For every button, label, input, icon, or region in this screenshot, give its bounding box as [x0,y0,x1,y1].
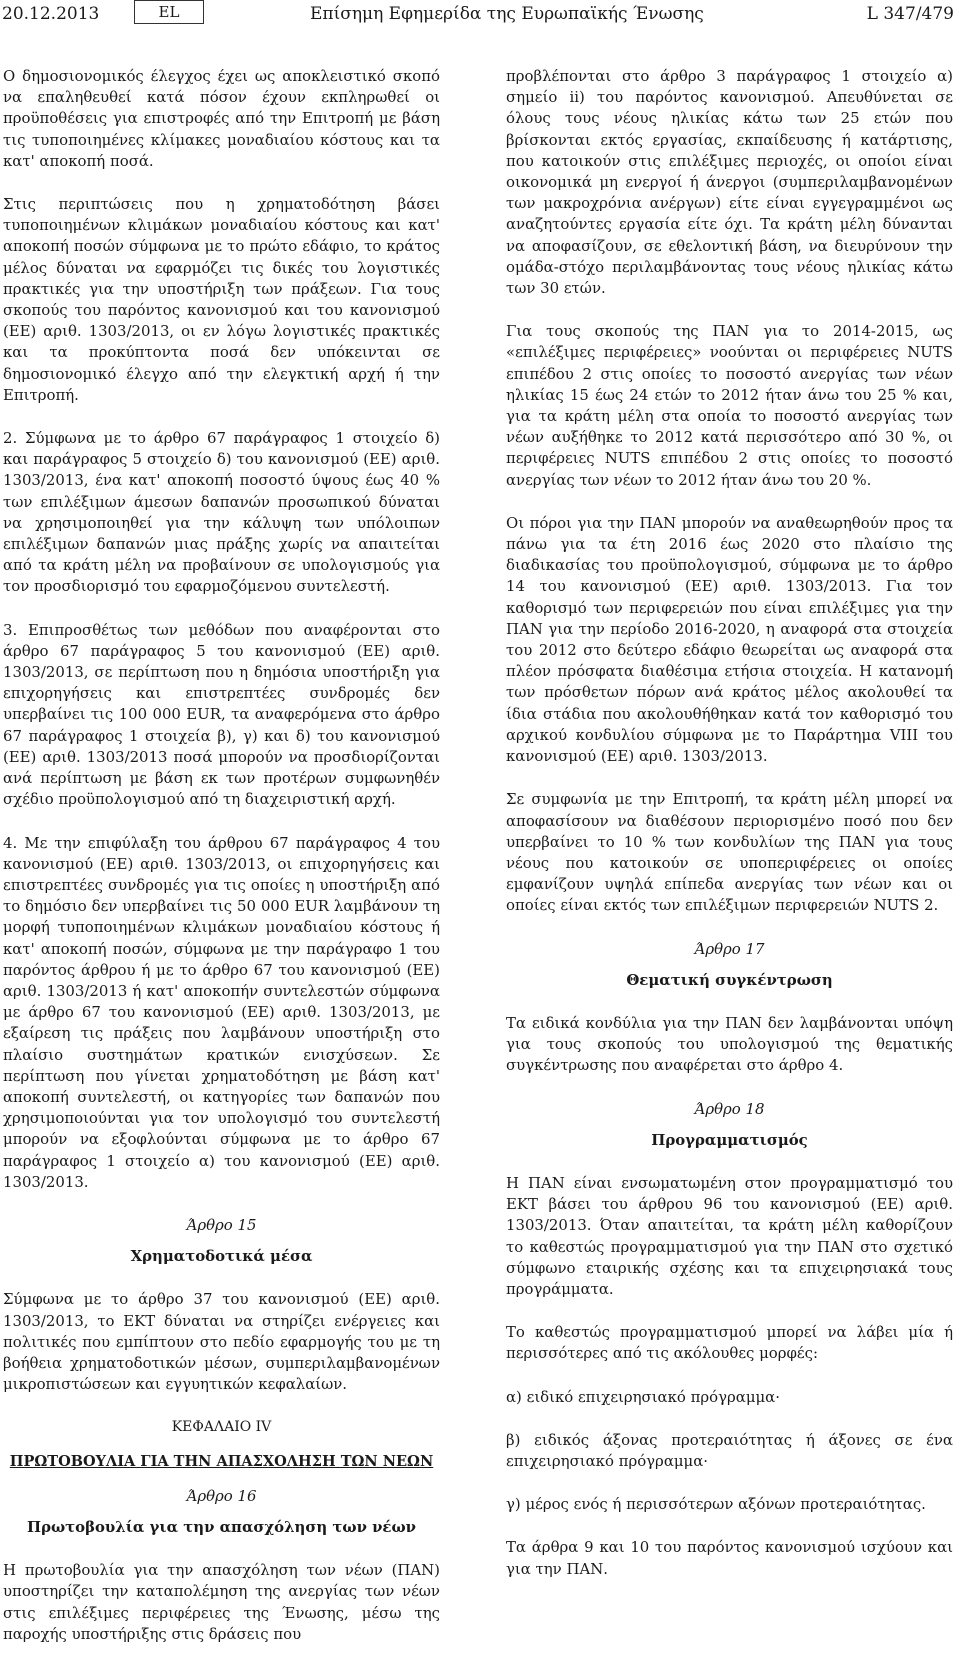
language-code-box: EL [134,0,204,24]
publication-date: 20.12.2013 [2,4,100,24]
chapter-title: ΠΡΩΤΟΒΟΥΛΙΑ ΓΙΑ ΤΗΝ ΑΠΑΣΧΟΛΗΣΗ ΤΩΝ ΝΕΩΝ [9,1452,434,1470]
paragraph: Τα ειδικά κονδύλια για την ΠΑΝ δεν λαμβάνονται υπόψη για τους σκοπούς του υπολογισμού της θεματικής συγκέντρωσης που αναφέρεται στο άρθρο 4. [506,1013,953,1075]
paragraph: 2. Σύμφωνα με το άρθρο 67 παράγραφος 1 στοιχείο δ) και παράγραφος 5 στοιχείο δ) του κανονισμού (ΕΕ) αριθ. 1303/2013, ένα κατ' αποκοπή ποσοστό ύψους έως 40 % των επιλέξιμων άμεσων δαπανών προσωπικού δύναται να χρησιμοποιηθεί για την κάλυψη των υπόλοιπων επιλέξιμων δαπανών μιας πράξης χωρίς να απαιτείται από τα κράτη μέλη να προβαίνουν σε υπολογισμούς για τον προσδιορισμό του εφαρμοζόμενου συντελεστή. [3,429,440,596]
article-17-number: Άρθρο 17 [694,939,765,958]
list-item: β) ειδικός άξονας προτεραιότητας ή άξονες σε ένα επιχειρησιακό πρόγραμμα· [506,1430,953,1470]
paragraph: Το καθεστώς προγραμματισμού μπορεί να λάβει μία ή περισσότερες από τις ακόλουθες μορφές: [506,1323,953,1363]
paragraph: Οι πόροι για την ΠΑΝ μπορούν να αναθεωρηθούν προς τα πάνω για τα έτη 2016 έως 2020 στο πλαίσιο της διαδικασίας του προϋπολογισμού, σύμφωνα με το άρθρο 14 του κανονισμού (ΕΕ) αριθ. 1303/2013. Για τον καθορισμό των περιφερειών που είναι επιλέξιμες για την ΠΑΝ για την περίοδο 2016-2020, η αναφορά στα στοιχεία του 2012 στο δεύτερο εδάφιο θεωρείται ως αναφορά στα πλέον πρόσφατα διαθέσιμα ετήσια στοιχεία. Η κατανομή των πρόσθετων πόρων ανά κράτος μέλος ακολουθεί τα ίδια στάδια που ακολουθήθηκαν κατά τον καθορισμό του αρχικού κονδυλίου σύμφωνα με το Παράρτημα VIII του κανονισμού (ΕΕ) αριθ. 1303/2013. [506,513,953,766]
article-15-title: Χρηματοδοτικά μέσα [130,1247,313,1266]
article-18-number: Άρθρο 18 [694,1099,765,1118]
paragraph: προβλέπονται στο άρθρο 3 παράγραφος 1 στοιχείο α) σημείο ii) του παρόντος κανονισμού. Απευθύνεται σε όλους τους νέους ηλικίας κάτω των 25 ετών που βρίσκονται εκτός εργασίας, εκπαίδευσης ή κατάρτισης, που κατοικούν στις επιλέξιμες περιοχές, οι οποίοι είναι οικονομικά μη ενεργοί ή άνεργοι (συμπεριλαμβανομένων των μακροχρόνια ανέργων) είτε είναι εγγεγραμμένοι ως αναζητούντες εργασία είτε όχι. Τα κράτη μέλη δύνανται να αποφασίζουν, σε εθελοντική βάση, να διευρύνουν την ομάδα-στόχο περιλαμβάνοντας τους νέους ηλικίας κάτω των 30 ετών. [506,67,953,298]
article-17-title: Θεματική συγκέντρωση [626,970,833,989]
list-item: α) ειδικό επιχειρησιακό πρόγραμμα· [506,1387,780,1406]
paragraph: Η πρωτοβουλία για την απασχόληση των νέων (ΠΑΝ) υποστηρίζει την καταπολέμηση της ανεργίας των νέων στις επιλέξιμες περιφέρειες της Ένωσης, μέσω της παροχής υποστήριξης στις δράσεις που [3,1561,440,1643]
page-header [0,0,960,34]
article-16-title: Πρωτοβουλία για την απασχόληση των νέων [27,1517,416,1536]
paragraph: Για τους σκοπούς της ΠΑΝ για το 2014-2015, ως «επιλέξιμες περιφέρειες» νοούνται οι περιφέρειες NUTS επιπέδου 2 στις οποίες το ποσοστό ανεργίας των νέων ηλικίας 15 έως 24 ετών το 2012 ήταν άνω του 25 % και, για τα κράτη μέλη στα οποία το ποσοστό ανεργίας των νέων αυξήθηκε το 2012 κατά περισσότερο από 30 %, οι περιφέρειες NUTS επιπέδου 2 στις οποίες το ποσοστό ανεργίας των νέων το 2012 ήταν άνω του 20 %. [506,322,953,489]
paragraph: Ο δημοσιονομικός έλεγχος έχει ως αποκλειστικό σκοπό να επαληθευθεί κατά πόσον έχουν εκπληρωθεί οι προϋποθέσεις για επιστροφές από την Επιτροπή με βάση τις τυποποιημένες κλίμακες μοναδιαίου κόστους και τα κατ' αποκοπή ποσά. [3,67,440,170]
journal-title: Επίσημη Εφημερίδα της Ευρωπαϊκής Ένωσης [310,4,704,24]
right-column [506,66,953,1602]
paragraph: Η ΠΑΝ είναι ενσωματωμένη στον προγραμματισμό του ΕΚΤ βάσει του άρθρου 96 του κανονισμού (ΕΕ) αριθ. 1303/2013. Όταν απαιτείται, τα κράτη μέλη καθορίζουν το καθεστώς προγραμματισμού για την ΠΑΝ στο σχετικό σύμφωνο εταιρικής σχέσης και τα επιχειρησιακά τους προγράμματα. [506,1173,953,1298]
chapter-heading: ΚΕΦΑΛΑΙΟ IV [171,1419,272,1436]
paragraph: Στις περιπτώσεις που η χρηματοδότηση βάσει τυποποιημένων κλιμάκων μοναδιαίου κόστους και κατ' αποκοπή ποσών σύμφωνα με το πρώτο εδάφιο, το κράτος μέλος δύναται να εφαρμόζει τις δικές του λογιστικές πρακτικές για την υποστήριξη των πράξεων. Για τους σκοπούς του παρόντος κανονισμού και του κανονισμού (ΕΕ) αριθ. 1303/2013, οι εν λόγω λογιστικές πρακτικές και τα προκύπτοντα ποσά δεν υπόκεινται σε δημοσιονομικό έλεγχο από την ελεγκτική αρχή ή την Επιτροπή. [3,195,440,404]
paragraph: Σε συμφωνία με την Επιτροπή, τα κράτη μέλη μπορεί να αποφασίσουν να διαθέσουν περιορισμένο ποσό που δεν υπερβαίνει το 10 % των κονδυλίων της ΠΑΝ για τους νέους που κατοικούν σε υποπεριφέρειες οι οποίες εμφανίζουν υψηλά επίπεδα ανεργίας των νέων και οι οποίες είναι εκτός των επιλέξιμων περιφερειών NUTS 2. [506,790,953,915]
left-column [3,66,440,1667]
list-item: γ) μέρος ενός ή περισσότερων αξόνων προτεραιότητας. [506,1495,926,1514]
paragraph: 3. Επιπροσθέτως των μεθόδων που αναφέρονται στο άρθρο 67 παράγραφος 5 του κανονισμού (ΕΕ) αριθ. 1303/2013, σε περίπτωση που η δημόσια υποστήριξη για επιχορηγήσεις και επιστρεπτέες συνδρομές δεν υπερβαίνει τις 100 000 EUR, τα αναφερόμενα στο άρθρο 67 παράγραφος 1 στοιχεία β), γ) και δ) του κανονισμού (ΕΕ) αριθ. 1303/2013 ποσά μπορούν να προσδιορίζονται ανά περίπτωση με βάση εκ των προτέρων συμφωνηθέν σχέδιο προϋπολογισμού από τη διαχειριστική αρχή. [3,620,440,809]
article-15-number: Άρθρο 15 [186,1215,257,1234]
paragraph: Τα άρθρα 9 και 10 του παρόντος κανονισμού ισχύουν και για την ΠΑΝ. [506,1538,953,1578]
article-18-title: Προγραμματισμός [651,1130,808,1149]
paragraph: Σύμφωνα με το άρθρο 37 του κανονισμού (ΕΕ) αριθ. 1303/2013, το ΕΚΤ δύναται να στηρίζει ενέργειες και πολιτικές που εμπίπτουν στο πεδίο εφαρμογής του με τη βοήθεια χρηματοδοτικών μέσων, συμπεριλαμβανομένων μικροπιστώσεων και εγγυητικών κεφαλαίων. [3,1290,440,1394]
article-16-number: Άρθρο 16 [186,1486,257,1505]
page-reference: L 347/479 [866,4,954,24]
paragraph: 4. Με την επιφύλαξη του άρθρου 67 παράγραφος 4 του κανονισμού (ΕΕ) αριθ. 1303/2013, οι επιχορηγήσεις και επιστρεπτέες συνδρομές για τις οποίες η υποστήριξη από το δημόσιο δεν υπερβαίνει τις 50 000 EUR λαμβάνουν τη μορφή τυποποιημένων κλιμάκων μοναδιαίου κόστους ή κατ' αποκοπή ποσών, σύμφωνα με την παράγραφο 1 του παρόντος άρθρου ή με το άρθρο 67 του κανονισμού (ΕΕ) αριθ. 1303/2013 ή κατ' αποκοπήν συντελεστών σύμφωνα με άρθρο 67 του κανονισμού (ΕΕ) αριθ. 1303/2013, με εξαίρεση τις πράξεις που λαμβάνουν υποστήριξη στο πλαίσιο συστημάτων κρατικών ενισχύσεων. Σε περίπτωση που γίνεται χρηματοδότηση με βάση κατ' αποκοπή συντελεστή, οι κατηγορίες των δαπανών που χρησιμοποιούνται για τον υπολογισμό του συντελεστή μπορούν να εξοφλούνται σύμφωνα με το άρθρο 67 παράγραφος 1 στοιχείο α) του κανονισμού (ΕΕ) αριθ. 1303/2013. [3,833,440,1191]
